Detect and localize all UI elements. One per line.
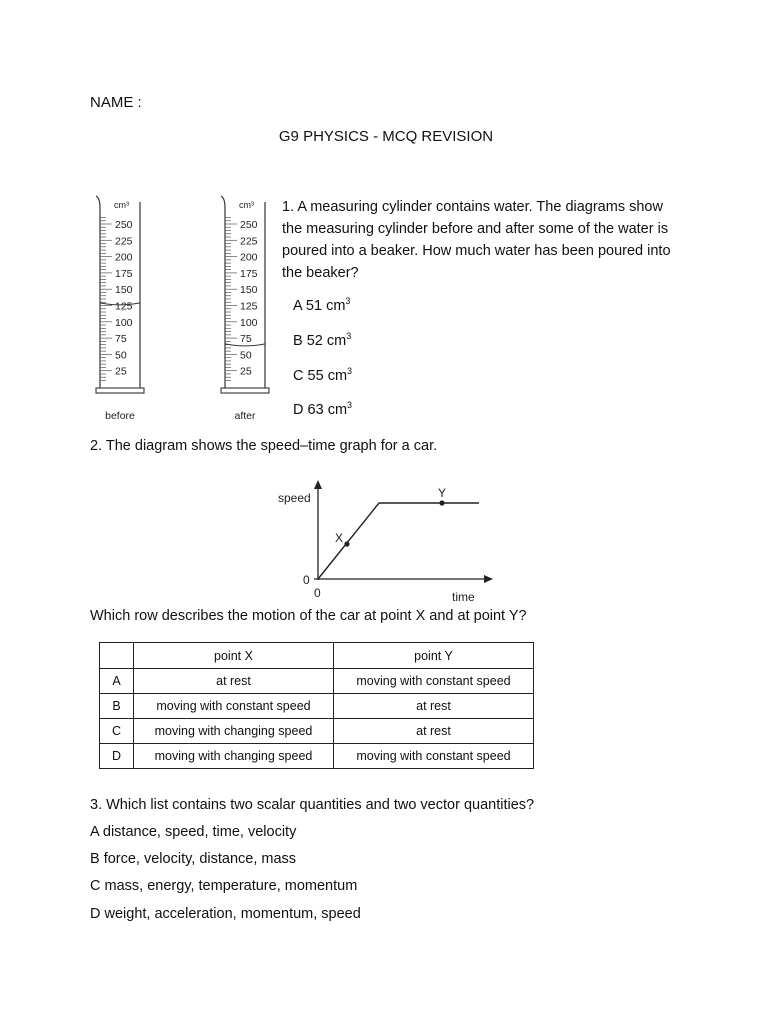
table-cell: moving with changing speed [134,719,334,744]
table-header-cell: point Y [334,643,534,669]
table-cell: at rest [334,694,534,719]
scale-label: 25 [240,365,252,378]
table-row [100,669,534,694]
graph-x-arrow [484,575,493,583]
q1-option-unit: cm [327,367,348,384]
q1-option-value: 55 [307,367,324,384]
q1-option-letter: D [293,401,304,418]
q1-option-letter: C [293,367,304,384]
table-cell: at rest [334,719,534,744]
cylinder-unit: cm³ [239,200,254,210]
q1-option-letter: B [293,332,303,349]
cylinder-wall [221,196,225,388]
q1-option-value: 63 [307,401,324,418]
scale-label: 100 [240,316,258,329]
q1-option-value: 51 [305,297,323,314]
scale-label: 225 [115,235,133,248]
q1-option-c [293,366,352,384]
q1-option-unit: cm [327,401,348,418]
table-header-cell: point X [134,643,334,669]
q1-option-value: 52 [306,332,323,349]
table-row [100,744,534,769]
q3-option-a: A distance, speed, time, velocity [90,824,297,840]
cylinder-diagrams [88,190,278,435]
scale-label: 25 [115,365,127,378]
scale-label: 200 [240,251,258,264]
graph-xlabel: time [452,590,475,604]
row-letter: B [100,694,134,719]
graph-origin-y: 0 [303,573,310,587]
scale-label: 100 [115,316,133,329]
cylinder-caption: after [234,410,256,422]
q3-option-d: D weight, acceleration, momentum, speed [90,906,361,922]
name-label: NAME : [90,94,142,111]
scale-label: 250 [240,219,258,231]
scale-label: 125 [115,300,133,313]
scale-label: 150 [240,284,258,297]
cylinder-after [221,196,269,422]
graph-point-y-label: Y [438,486,447,500]
cylinder-wall [96,196,100,388]
scale-label: 200 [115,251,133,264]
row-letter: D [100,744,134,769]
graph-y-arrow [314,480,322,489]
table-header-row [100,643,534,669]
table-row [100,719,534,744]
cylinder-base [96,388,144,393]
table-cell: moving with changing speed [134,744,334,769]
q3-option-c: C mass, energy, temperature, momentum [90,878,358,894]
cylinder-base [221,388,269,393]
scale-label: 175 [115,267,133,280]
scale-label: 50 [115,349,127,362]
scale-label: 225 [240,235,258,248]
scale-label: 75 [115,333,127,346]
graph-point-y [439,500,444,505]
question-3-text: 3. Which list contains two scalar quantities and two vector quantities? [90,797,535,813]
row-letter: A [100,669,134,694]
q1-option-power: 3 [347,400,353,410]
q1-option-unit: cm [326,332,347,349]
scale-label: 150 [115,284,133,297]
graph-origin-x: 0 [314,586,321,600]
q1-option-b [293,331,351,349]
question-2-prompt: Which row describes the motion of the car at point X and at point Y? [90,608,527,624]
question-1-text: 1. A measuring cylinder contains water. The diagrams show the measuring cylinder before and after some of the water is poured into a beaker. How much water has been poured into the beaker? [282,199,671,281]
q1-option-d [293,400,352,418]
table-cell: moving with constant speed [334,744,534,769]
table-cell: moving with constant speed [334,669,534,694]
scale-label: 175 [240,267,258,280]
graph-ylabel: speed [278,491,311,505]
scale-label: 50 [240,349,252,362]
scale-label: 250 [115,219,133,231]
q1-option-power: 3 [347,366,353,376]
table-header-cell [100,643,134,669]
q1-option-power: 3 [345,296,351,306]
cylinder-unit: cm³ [114,200,129,210]
graph-point-x-label: X [335,531,344,545]
graph-point-x [344,541,349,546]
speed-time-graph [270,480,500,610]
q1-option-unit: cm [326,297,346,314]
motion-table [99,642,534,769]
q1-option-power: 3 [346,331,352,341]
table-cell: moving with constant speed [134,694,334,719]
q3-option-b: B force, velocity, distance, mass [90,851,297,867]
cylinder-caption: before [105,410,135,422]
row-letter: C [100,719,134,744]
q1-option-letter: A [293,297,302,314]
table-row [100,694,534,719]
scale-label: 75 [240,333,252,346]
page-title: G9 PHYSICS - MCQ REVISION [278,128,494,145]
cylinder-before [96,196,144,422]
scale-label: 125 [240,300,258,313]
question-2-text: 2. The diagram shows the speed–time graph for a car. [90,438,438,454]
table-cell: at rest [134,669,334,694]
q1-option-a [293,296,350,314]
